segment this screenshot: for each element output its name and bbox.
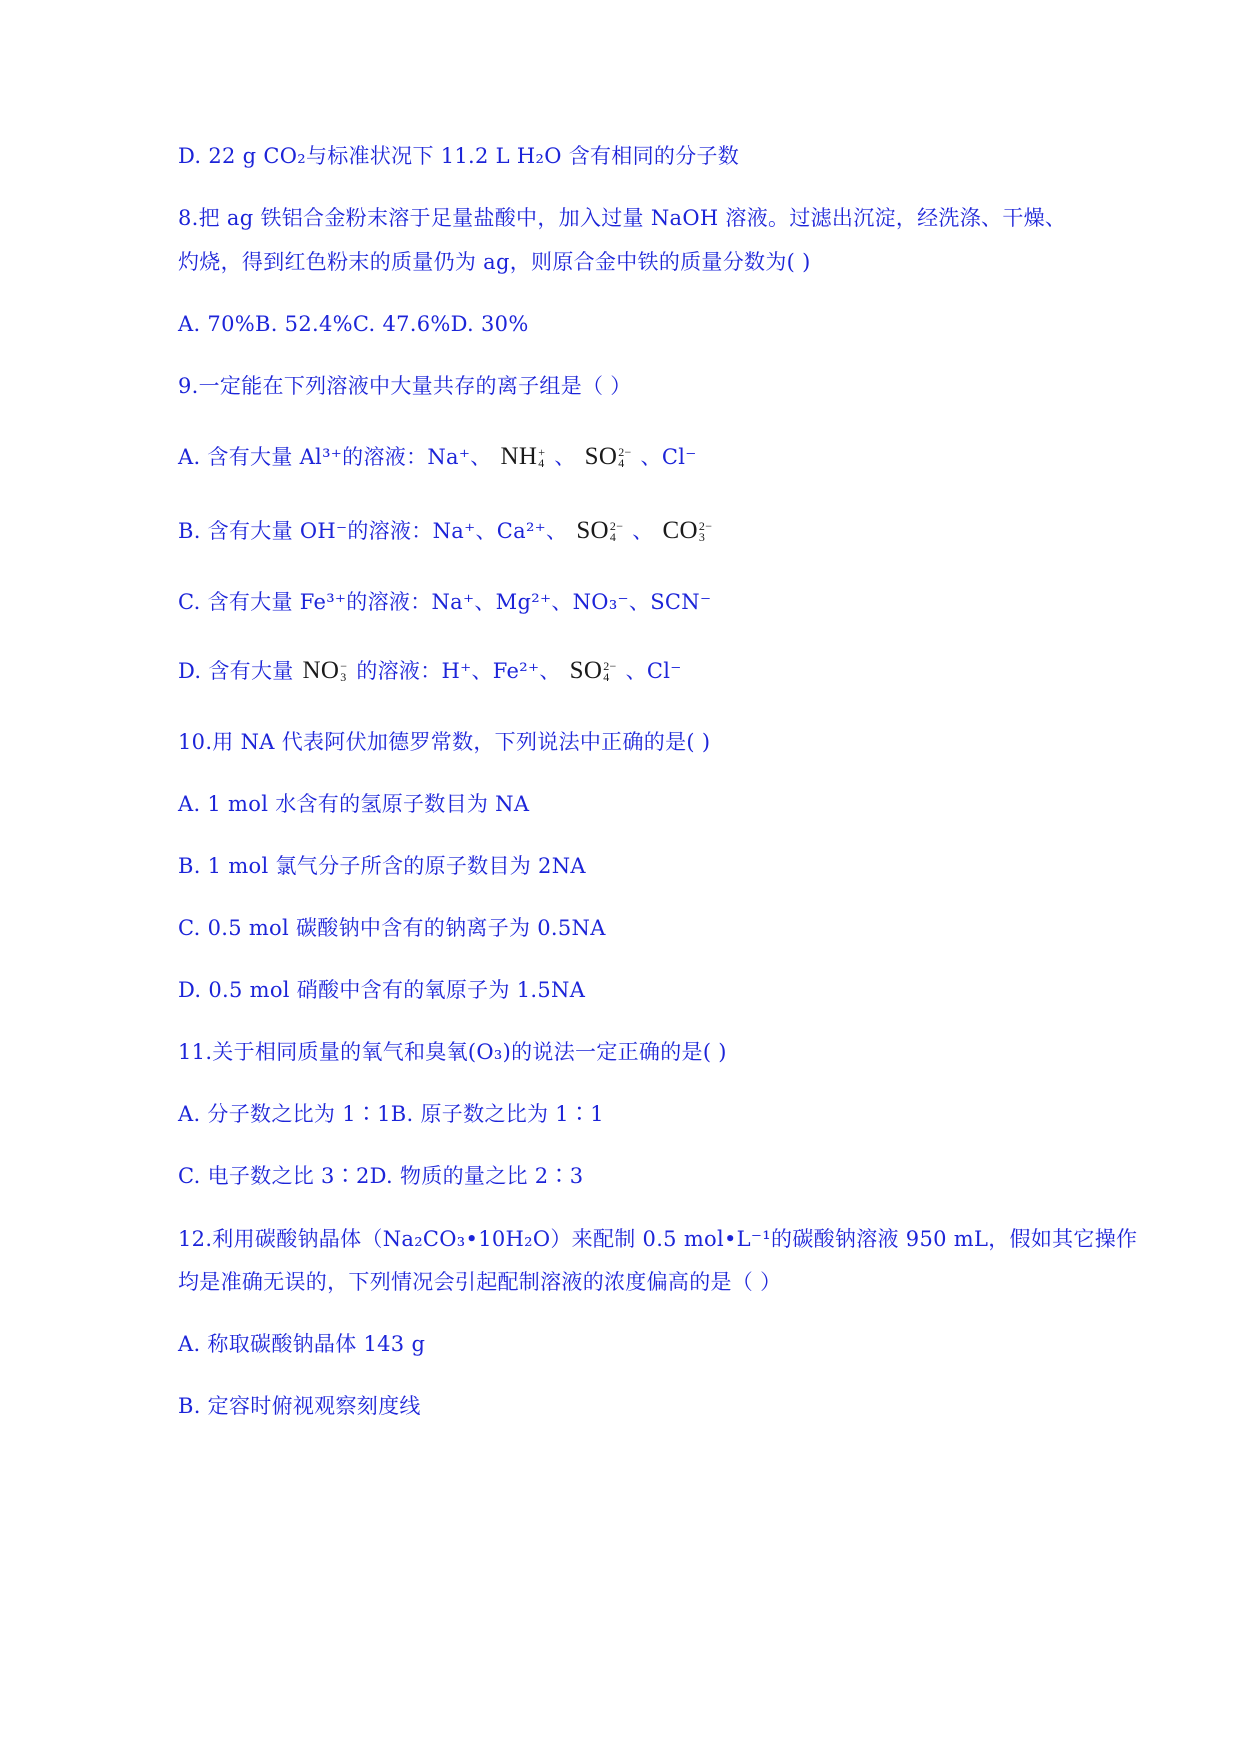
question-9-stem: 9.一定能在下列溶液中大量共存的离子组是（ ） <box>178 374 632 398</box>
question-11-options-cd: C. 电子数之比 3∶2D. 物质的量之比 2∶3 <box>178 1164 584 1188</box>
option-d-text-3: 、Cl⁻ <box>625 659 682 683</box>
question-9-option-c: C. 含有大量 Fe³⁺的溶液：Na⁺、Mg²⁺、NO₃⁻、SCN⁻ <box>178 590 712 614</box>
question-8-options: A. 70%B. 52.4%C. 47.6%D. 30% <box>178 312 529 336</box>
question-10-option-a: A. 1 mol 水含有的氢原子数目为 NA <box>178 792 530 816</box>
option-d-text-2: 的溶液：H⁺、Fe²⁺、 <box>356 659 561 683</box>
question-8-stem-line-1: 8.把 ag 铁铝合金粉末溶于足量盐酸中，加入过量 NaOH 溶液。过滤出沉淀，经洗涤、干燥、 <box>178 206 1067 230</box>
question-12-option-a: A. 称取碳酸钠晶体 143 g <box>178 1332 426 1356</box>
question-10-stem: 10.用 NA 代表阿伏加德罗常数，下列说法中正确的是( ) <box>178 730 711 754</box>
sulfate-ion: SO 2− 4 <box>576 517 624 545</box>
sulfate-ion: SO 2− 4 <box>584 443 632 471</box>
question-12-stem-line-2: 均是准确无误的，下列情况会引起配制溶液的浓度偏高的是（ ） <box>178 1270 782 1294</box>
option-d-text-1: D. 含有大量 <box>178 659 294 683</box>
ammonium-ion: NH + 4 <box>500 443 546 471</box>
question-9-option-a <box>178 443 697 471</box>
nitrate-ion: NO − 3 <box>302 657 348 685</box>
option-b-separator: 、 <box>632 519 654 543</box>
sulfate-ion: SO 2− 4 <box>569 657 617 685</box>
question-11-stem: 11.关于相同质量的氧气和臭氧(O₃)的说法一定正确的是( ) <box>178 1040 727 1064</box>
option-a-separator: 、 <box>554 445 576 469</box>
question-10-option-b: B. 1 mol 氯气分子所含的原子数目为 2NA <box>178 854 586 878</box>
question-12-option-b: B. 定容时俯视观察刻度线 <box>178 1394 421 1418</box>
question-9-option-d <box>178 657 682 685</box>
option-a-text-2: 、Cl⁻ <box>640 445 697 469</box>
question-11-options-ab: A. 分子数之比为 1∶1B. 原子数之比为 1∶1 <box>178 1102 604 1126</box>
option-a-text-1: A. 含有大量 Al³⁺的溶液：Na⁺、 <box>178 445 492 469</box>
question-7-option-d: D. 22 g CO₂与标准状况下 11.2 L H₂O 含有相同的分子数 <box>178 144 740 168</box>
option-b-text-1: B. 含有大量 OH⁻的溶液：Na⁺、Ca²⁺、 <box>178 519 568 543</box>
question-9-option-b <box>178 517 714 545</box>
question-8-stem-line-2: 灼烧，得到红色粉末的质量仍为 ag，则原合金中铁的质量分数为( ) <box>178 250 811 274</box>
carbonate-ion: CO 2− 3 <box>662 517 713 545</box>
question-12-stem-line-1: 12.利用碳酸钠晶体（Na₂CO₃•10H₂O）来配制 0.5 mol•L⁻¹的碳酸钠溶液 950 mL，假如其它操作 <box>178 1227 1138 1251</box>
question-10-option-d: D. 0.5 mol 硝酸中含有的氧原子为 1.5NA <box>178 978 586 1002</box>
question-10-option-c: C. 0.5 mol 碳酸钠中含有的钠离子为 0.5NA <box>178 916 606 940</box>
